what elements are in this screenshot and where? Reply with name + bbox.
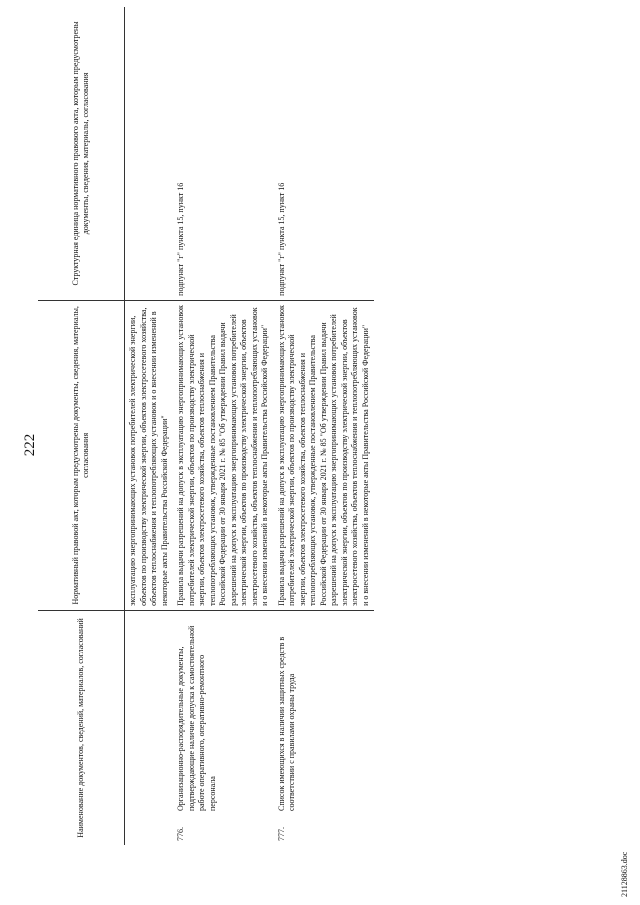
row-number: 776. bbox=[176, 827, 185, 841]
row-name-cell bbox=[173, 610, 274, 845]
row-name-cell bbox=[125, 610, 174, 845]
row-act: эксплуатацию энергопринимающих установок потребителей электрической энергии, объектов по производству электрической энергии, объектов электросетевого хозяйства, объектов теплоснабжения и теплопотребляющих установок и о внесении изменений в некоторые акты Правительства Российской Федерации" bbox=[125, 300, 174, 610]
row-name-cell bbox=[274, 610, 375, 845]
row-name: Организационно-распорядительные документы, подтверждающие наличие допуска к самостоятельной работе оперативного, оперативно-ремонтного персонала bbox=[176, 625, 217, 811]
documents-table bbox=[38, 7, 374, 845]
table-row bbox=[125, 7, 174, 845]
row-number: 777. bbox=[276, 827, 286, 841]
table-header-row bbox=[38, 7, 125, 845]
row-unit: подпункт "г" пункта 15, пункт 16 bbox=[173, 7, 274, 300]
header-name: Наименование документов, сведений, материалов, согласований bbox=[38, 610, 125, 845]
row-act: Правила выдачи разрешений на допуск в эксплуатацию энергопринимающих установок потребителей электрической энергии, объектов по производству электрической энергии, объектов электросетевого хозяйства, объектов теплоснабжения и теплопотребляющих установок, утвержденные постановлением Правительства Российской Федерации от 30 января 2021 г. № 85 "Об утверждении Правил выдачи разрешений на допуск в эксплуатацию энергопринимающих установок потребителей электрической энергии, объектов по производству электрической энергии, объектов электросетевого хозяйства, объектов теплоснабжения и теплопотребляющих установок и о внесении изменений в некоторые акты Правительства Российской Федерации" bbox=[274, 300, 375, 610]
table-row bbox=[274, 7, 375, 845]
header-act: Нормативный правовой акт, которым предусмотрены документы, сведения, материалы, согласования bbox=[38, 300, 125, 610]
table-row bbox=[173, 7, 274, 845]
row-unit: подпункт "г" пункта 15, пункт 16 bbox=[274, 7, 375, 300]
row-act: Правила выдачи разрешений на допуск в эксплуатацию энергопринимающих установок потребителей электрической энергии, объектов по производству электрической энергии, объектов электросетевого хозяйства, объектов теплоснабжения и теплопотребляющих установок, утвержденные постановлением Правительства Российской Федерации от 30 января 2021 г. № 85 "Об утверждении Правил выдачи разрешений на допуск в эксплуатацию энергопринимающих установок потребителей электрической энергии, объектов по производству электрической энергии, объектов электросетевого хозяйства, объектов теплоснабжения и теплопотребляющих установок и о внесении изменений в некоторые акты Правительства Российской Федерации" bbox=[173, 300, 274, 610]
row-unit bbox=[125, 7, 174, 300]
header-unit: Структурная единица нормативного правового акта, которым предусмотрены документы, сведения, материалы, согласования bbox=[38, 7, 125, 300]
document-id: 21128863.doc bbox=[620, 851, 629, 897]
page-number: 222 bbox=[22, 433, 38, 457]
row-name: Список имеющихся в наличии защитных средств в соответствии с правилами охраны труда bbox=[276, 636, 296, 811]
